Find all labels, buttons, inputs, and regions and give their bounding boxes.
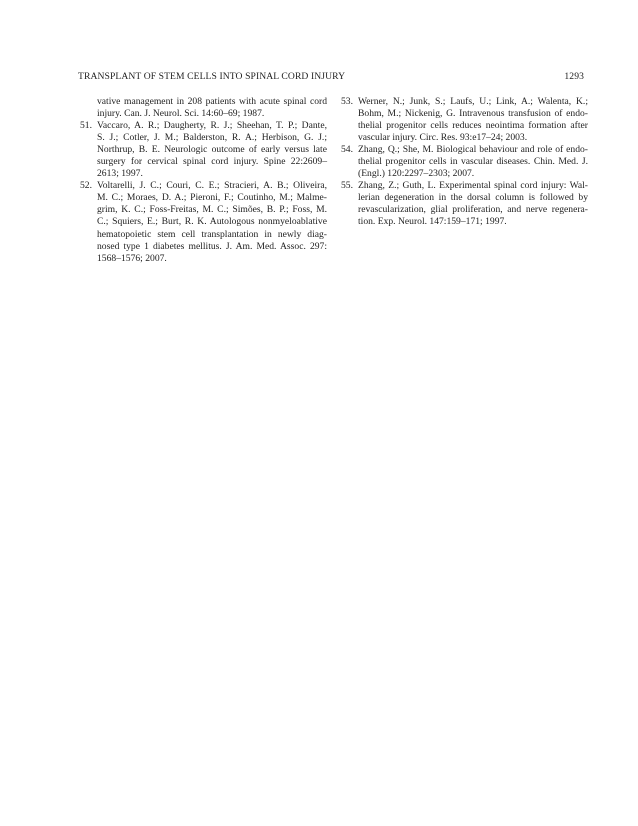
reference-entry xyxy=(80,180,327,264)
reference-number: 53. xyxy=(341,96,353,107)
reference-entry xyxy=(341,96,588,144)
reference-number: 52. xyxy=(80,180,92,192)
page-number: 1293 xyxy=(564,71,584,82)
reference-text-line: C.; Squiers, E.; Burt, R. K. Autologous nonmyeloablative xyxy=(97,216,327,228)
reference-text-line: 2613; 1997. xyxy=(97,168,143,180)
reference-entry xyxy=(80,120,327,180)
reference-number: 55. xyxy=(341,180,353,192)
running-head xyxy=(78,71,584,82)
reference-number: 51. xyxy=(80,120,92,132)
reference-text-line: S. J.; Cotler, J. M.; Balderston, R. A.; Herbison, G. J.; xyxy=(97,132,327,144)
reference-text-line: tion. Exp. Neurol. 147:159–171; 1997. xyxy=(358,216,507,228)
reference-text-line: Northrup, B. E. Neurologic outcome of early versus late xyxy=(97,144,327,156)
reference-text-line: Zhang, Z.; Guth, L. Experimental spinal cord injury: Wal- xyxy=(358,180,588,192)
reference-text-line: vative management in 208 patients with acute spinal cord xyxy=(97,96,327,107)
reference-text-line: hematopoietic stem cell transplantation in newly diag- xyxy=(97,228,327,240)
reference-text-line: Voltarelli, J. C.; Couri, C. E.; Stracieri, A. B.; Oliveira, xyxy=(97,180,327,192)
running-title: TRANSPLANT OF STEM CELLS INTO SPINAL CORD INJURY xyxy=(78,71,346,82)
reference-number: 54. xyxy=(341,144,353,156)
reference-text-line: Werner, N.; Junk, S.; Laufs, U.; Link, A.; Walenta, K.; xyxy=(358,96,588,107)
reference-entry xyxy=(341,180,588,228)
reference-text-line: 1568–1576; 2007. xyxy=(97,252,167,264)
reference-text-line: vascular injury. Circ. Res. 93:e17–24; 2003. xyxy=(358,132,528,144)
reference-text-line: injury. Can. J. Neurol. Sci. 14:60–69; 1987. xyxy=(97,108,265,120)
reference-column-right xyxy=(341,96,588,229)
reference-text-line: M. C.; Moraes, D. A.; Pieroni, F.; Coutinho, M.; Malme- xyxy=(97,192,327,204)
reference-text-line: revascularization, glial proliferation, and nerve regenera- xyxy=(358,204,588,216)
reference-text-line: grim, K. C.; Foss-Freitas, M. C.; Simões, B. P.; Foss, M. xyxy=(97,204,327,216)
reference-text-line: surgery for cervical spinal cord injury. Spine 22:2609– xyxy=(97,156,327,168)
reference-entry xyxy=(341,144,588,180)
reference-text-line: Vaccaro, A. R.; Daugherty, R. J.; Sheehan, T. P.; Dante, xyxy=(97,120,327,132)
reference-text-line: lerian degeneration in the dorsal column is followed by xyxy=(358,192,588,204)
reference-text-line: thelial progenitor cells reduces neointima formation after xyxy=(358,120,588,132)
reference-text-line: nosed type 1 diabetes mellitus. J. Am. Med. Assoc. 297: xyxy=(97,240,327,252)
reference-column-left xyxy=(80,96,327,265)
reference-entry xyxy=(80,96,327,120)
reference-text-line: thelial progenitor cells in vascular diseases. Chin. Med. J. xyxy=(358,156,588,168)
reference-text-line: (Engl.) 120:2297–2303; 2007. xyxy=(358,168,475,180)
reference-text-line: Bohm, M.; Nickenig, G. Intravenous transfusion of endo- xyxy=(358,108,588,120)
reference-text-line: Zhang, Q.; She, M. Biological behaviour and role of endo- xyxy=(358,144,588,156)
